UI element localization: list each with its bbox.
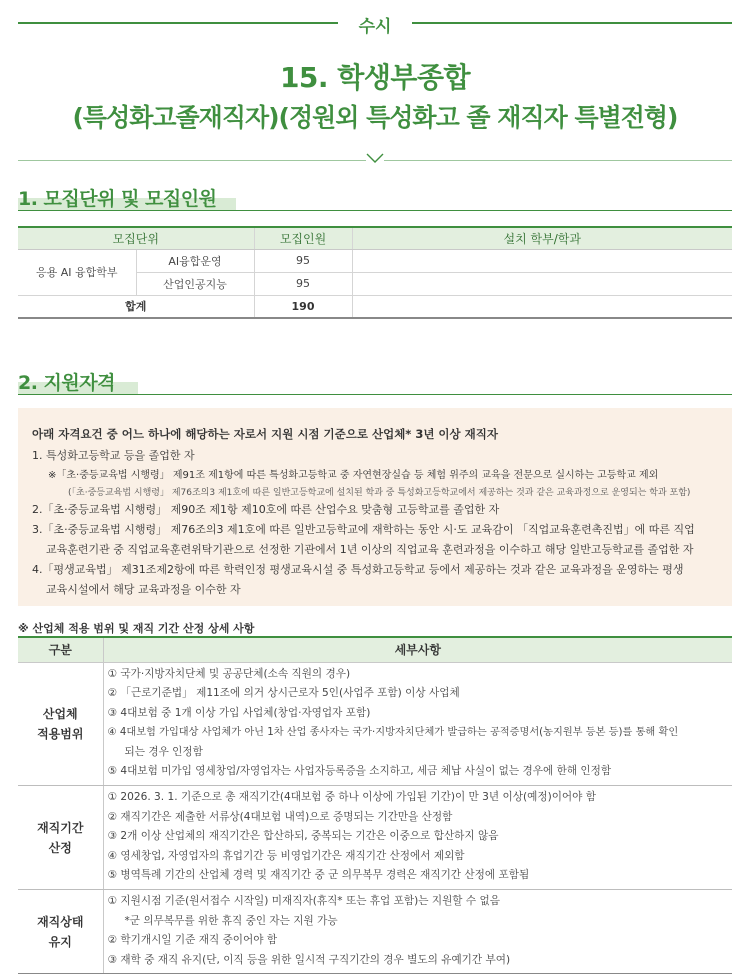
category-label: 산정 (48, 840, 72, 855)
detail-line: ① 국가·지방자치단체 및 공공단체(소속 직원의 경우) (107, 667, 351, 680)
category-label: 유지 (48, 934, 72, 949)
details-cell (103, 890, 732, 974)
detail-note-title: ※ 산업체 적용 범위 및 재직 기간 산정 상세 사항 (18, 622, 255, 635)
header-category: 구분 (18, 637, 103, 662)
heading-underline (18, 210, 732, 211)
detail-line: ⑤ 4대보험 미가입 영세창업/자영업자는 사업자등록증을 소지하고, 세금 체납 사실이 없는 경우에 한해 인정함 (107, 765, 612, 778)
detail-table (18, 636, 732, 974)
detail-line: 되는 경우 인정함 (124, 745, 203, 758)
detail-line: ① 2026. 3. 1. 기준으로 총 재직기간(4대보험 중 하나 이상에 가입된 기간)이 만 3년 이상(예정)이어야 함 (107, 791, 597, 804)
recruitment-table (18, 226, 732, 319)
total-row (18, 295, 732, 318)
detail-line: ④ 4대보험 가입대상 사업체가 아닌 1차 산업 종사자는 국가·지방자치단체가 발급하는 공적증명서(농지원부 등본 등)를 통해 확인 (107, 727, 679, 739)
category-label: 재직기간 (37, 820, 84, 835)
detail-line: ⑤ 병역특례 기간의 산업체 경력 및 재직기간 중 군 의무복무 경력은 재직기간 산정에 포함됨 (107, 869, 530, 882)
count-cell: 95 (254, 249, 352, 272)
eligibility-item: 3.「초·중등교육법 시행령」 제76조의3 제1호에 따른 일반고등학교에 재학하는 동안 시·도 교육감이 「직업교육훈련촉진법」에 따른 직업 (32, 523, 695, 536)
eligibility-item: 1. 특성화고등학교 등을 졸업한 자 (32, 449, 195, 462)
chevron-down-icon (366, 153, 384, 165)
eligibility-item: 2.「초·중등교육법 시행령」 제90조 제1항 제10호에 따른 산업수요 맞춤형 고등학교를 졸업한 자 (32, 503, 500, 516)
eligibility-item-cont: 교육훈련기관 중 직업교육훈련위탁기관으로 선정한 기관에서 1년 이상의 직업교육 훈련과정을 이수하고 해당 일반고등학교를 졸업한 자 (46, 543, 694, 556)
total-empty (352, 295, 732, 318)
section-category-label: 수시 (358, 17, 392, 37)
title-divider-right (384, 160, 732, 161)
detail-line: ① 지원시점 기준(원서접수 시작일) 미재직자(휴직* 또는 휴업 포함)는 지원할 수 없음 (107, 895, 500, 908)
table-header-row (18, 227, 732, 249)
category-cell (18, 662, 103, 786)
page-subtitle: (특성화고졸재직자)(정원외 특성화고 졸 재직자 특별전형) (72, 103, 678, 132)
title-divider-left (18, 160, 366, 161)
table-row (18, 249, 732, 272)
unit-cell: 산업인공지능 (136, 272, 254, 295)
count-cell: 95 (254, 272, 352, 295)
eligibility-note: ※「초·중등교육법 시행령」 제91조 제1항에 따른 특성화고등학교 중 자연현장실습 등 체험 위주의 교육을 전문으로 실시하는 고등학교 제외 (48, 470, 659, 481)
section-heading-eligibility (18, 368, 732, 396)
eligibility-lead: 아래 자격요건 중 어느 하나에 해당하는 자로서 지원 시점 기준으로 산업체* 3년 이상 재직자 (32, 427, 498, 441)
header-dept: 설치 학부/학과 (352, 227, 732, 249)
eligibility-box (18, 408, 732, 606)
heading-underline (18, 394, 732, 395)
eligibility-subnote: (「초·중등교육법 시행령」 제76조의3 제1호에 따른 일반고등학교에 설치된 학과 중 특성화고등학교에서 제공하는 것과 같은 교육과정으로 운영되는 학과 포함) (68, 488, 691, 498)
detail-line: *군 의무복무를 위한 휴직 중인 자는 지원 가능 (124, 914, 338, 927)
category-cell (18, 786, 103, 890)
group-cell: 응용 AI 융합학부 (18, 249, 136, 295)
header-unit: 모집단위 (18, 227, 254, 249)
detail-line: ③ 2개 이상 산업체의 재직기간은 합산하되, 중복되는 기간은 이중으로 합산하지 않음 (107, 830, 499, 843)
eligibility-item-cont: 교육시설에서 해당 교육과정을 이수한 자 (46, 583, 241, 596)
page-title: 15. 학생부종합 (279, 61, 471, 94)
category-label: 적용범위 (37, 726, 84, 741)
section-heading-text: 2. 지원자격 (18, 372, 115, 394)
section-heading-text: 1. 모집단위 및 모집인원 (18, 188, 217, 210)
header-rule-left (18, 22, 338, 24)
detail-line: ③ 재학 중 재직 유지(단, 이직 등을 위한 일시적 구직기간의 경우 별도의 유예기간 부여) (107, 953, 511, 966)
dept-cell (352, 272, 732, 295)
header-rule-right (412, 22, 732, 24)
section-heading-recruitment (18, 184, 732, 212)
category-label: 재직상태 (37, 914, 84, 929)
table-row (18, 890, 732, 974)
detail-line: ② 학기개시일 기준 재직 중이어야 함 (107, 934, 278, 947)
unit-cell: AI융합운영 (136, 249, 254, 272)
category-cell (18, 890, 103, 974)
eligibility-item: 4.「평생교육법」 제31조제2항에 따른 학력인정 평생교육시설 중 특성화고등학교 등에서 제공하는 것과 같은 교육과정을 운영하는 평생 (32, 563, 684, 576)
header-count: 모집인원 (254, 227, 352, 249)
total-value: 190 (254, 295, 352, 318)
table-row (18, 662, 732, 786)
total-label: 합계 (18, 295, 254, 318)
detail-line: ② 「근로기준법」 제11조에 의거 상시근로자 5인(사업주 포함) 이상 사업체 (107, 687, 460, 700)
detail-line: ③ 4대보험 중 1개 이상 가입 사업체(창업·자영업자 포함) (107, 706, 371, 719)
table-header-row (18, 637, 732, 662)
detail-line: ② 재직기간은 제출한 서류상(4대보험 내역)으로 증명되는 기간만을 산정함 (107, 810, 453, 823)
header-details: 세부사항 (103, 637, 732, 662)
details-cell (103, 786, 732, 890)
table-row (18, 786, 732, 890)
dept-cell (352, 249, 732, 272)
category-label: 산업체 (42, 706, 78, 721)
detail-line: ④ 영세창업, 자영업자의 휴업기간 등 비영업기간은 재직기간 산정에서 제외함 (107, 849, 465, 862)
details-cell (103, 662, 732, 786)
